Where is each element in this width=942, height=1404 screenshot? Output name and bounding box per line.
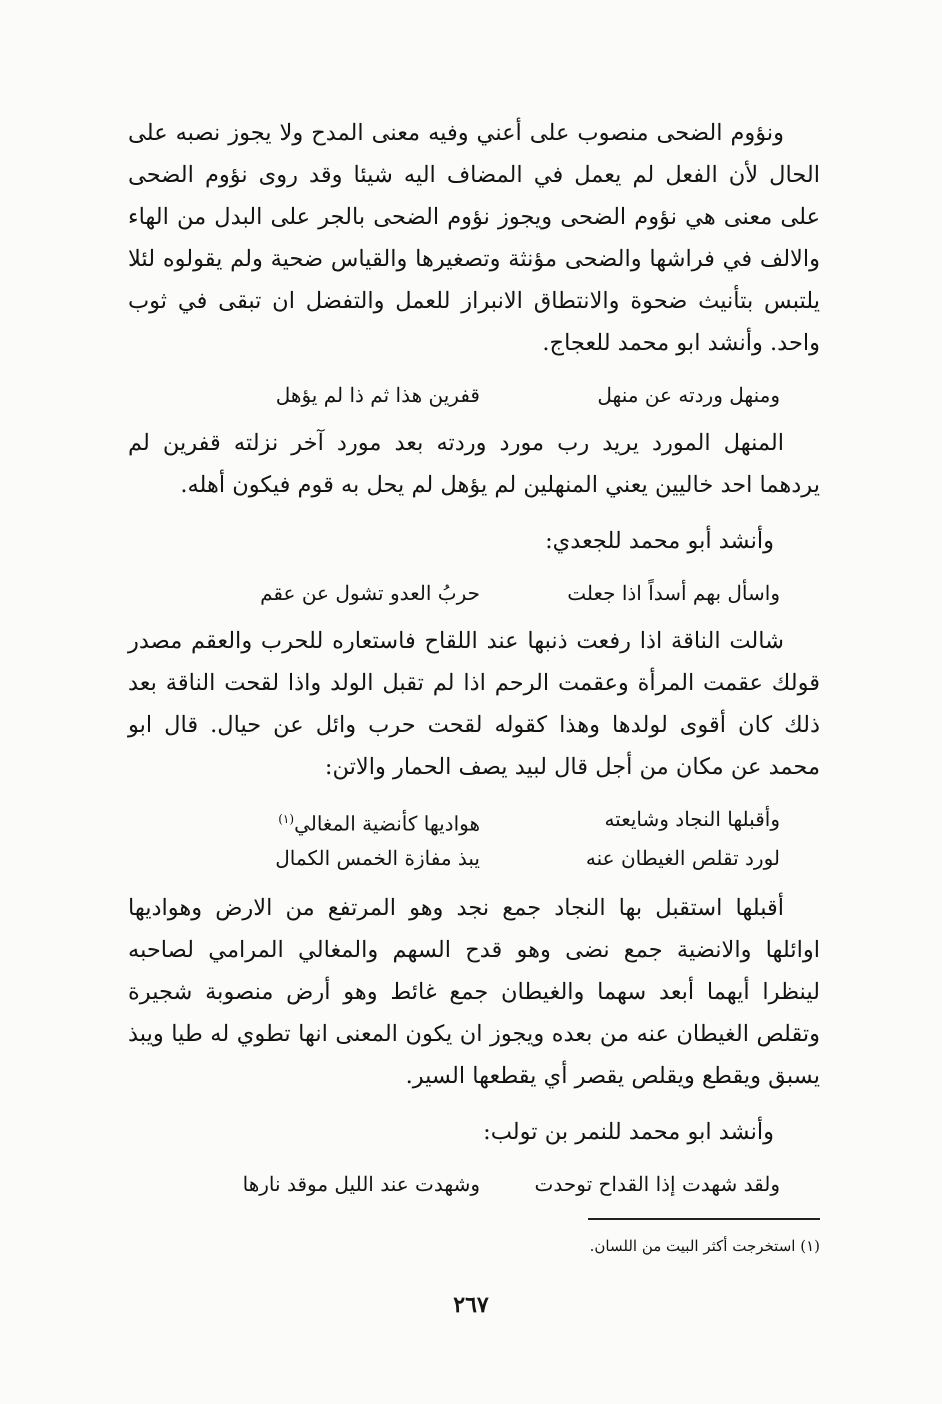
- verse-second-hemistich: [180, 802, 480, 841]
- verse-second-hemistich: يبذ مفازة الخمس الكمال: [275, 845, 480, 870]
- footnote-divider: [588, 1218, 820, 1220]
- verse-second-hemistich: وشهدت عند الليل موقد نارها: [242, 1171, 480, 1196]
- verse-hemistich-text: هواديها كأنضية المغالي: [294, 811, 480, 836]
- paragraph-aqbalaha: أقبلها استقبل بها النجاد جمع نجد وهو المرتفع من الارض وهواديها اوائلها والانضية جمع نضى وهو قدح السهم والمغالي المرامي لصاحبه لينظرا أيهما أبعد سهما والغيطان جمع غائط وهو أرض منصوبة شجيرة وتقلص الغيطان عنه من بعده ويجوز ان يكون المعنى انها تطوي له طيا ويبذ يسبق ويقطع ويقلص يقصر أي يقطعها السير.: [128, 894, 820, 1089]
- verse-first-hemistich: ولقد شهدت إذا القداح توحدت: [534, 1171, 780, 1196]
- verse-ajjaj: [180, 378, 820, 412]
- page-body: [128, 112, 820, 1211]
- page-number: ٢٦٧: [453, 1292, 489, 1318]
- paragraph-manhal: المنهل المورد يريد رب مورد وردته بعد مورد آخر نزلته قفرين لم يردهما احد خاليين يعني المنهلين لم يؤهل لم يحل به قوم فيكون أهله.: [128, 430, 820, 498]
- verse-first-hemistich: وأقبلها النجاد وشايعته: [604, 807, 780, 831]
- verse-intro-jadi: وأنشد أبو محمد للجعدي:: [545, 528, 774, 554]
- footnote: (١) استخرجت أكثر البيت من اللسان.: [589, 1237, 820, 1255]
- verse-intro-namir: وأنشد ابو محمد للنمر بن تولب:: [483, 1118, 774, 1145]
- verse-labid-line-2: [180, 841, 820, 875]
- verse-second-hemistich: قفرين هذا ثم ذا لم يؤهل: [275, 383, 480, 407]
- verse-second-hemistich: حربُ العدو تشول عن عقم: [260, 581, 480, 605]
- verse-jadi: [180, 576, 820, 610]
- paragraph-nuum-al-duha: ونؤوم الضحى منصوب على أعني وفيه معنى المدح ولا يجوز نصبه على الحال لأن الفعل لم يعمل في المضاف اليه شيئا وقد روى نؤوم الضحى على معنى هي نؤوم الضحى ويجوز نؤوم الضحى بالجر على البدل من الهاء والالف في فراشها والضحى مؤنثة وتصغيرها والقياس ضحية ولم يقولوه لئلا يلتبس بتأنيث ضحوة والانتطاق الانبراز للعمل والتفضل ان تبقى في ثوب واحد. وأنشد ابو محمد للعجاج.: [128, 120, 820, 356]
- paragraph-shalat-al-naqa: شالت الناقة اذا رفعت ذنبها عند اللقاح فاستعاره للحرب والعقم مصدر قولك عقمت المرأة وعقمت الرحم اذا لم تقبل الولد واذا لقحت الناقة بعد ذلك كان أقوى لولدها وهذا كقوله لقحت حرب وائل عن حيال. قال ابو محمد عن مكان من أجل قال لبيد يصف الحمار والاتن:: [128, 628, 820, 780]
- verse-first-hemistich: واسأل بهم أسداً اذا جعلت: [567, 581, 780, 605]
- verse-namir: [180, 1167, 820, 1201]
- verse-labid-line-1: [180, 802, 820, 841]
- verse-first-hemistich: ومنهل وردته عن منهل: [597, 383, 780, 407]
- verse-first-hemistich: لورد تقلص الغيطان عنه: [585, 845, 780, 870]
- footnote-marker: (١): [278, 812, 295, 826]
